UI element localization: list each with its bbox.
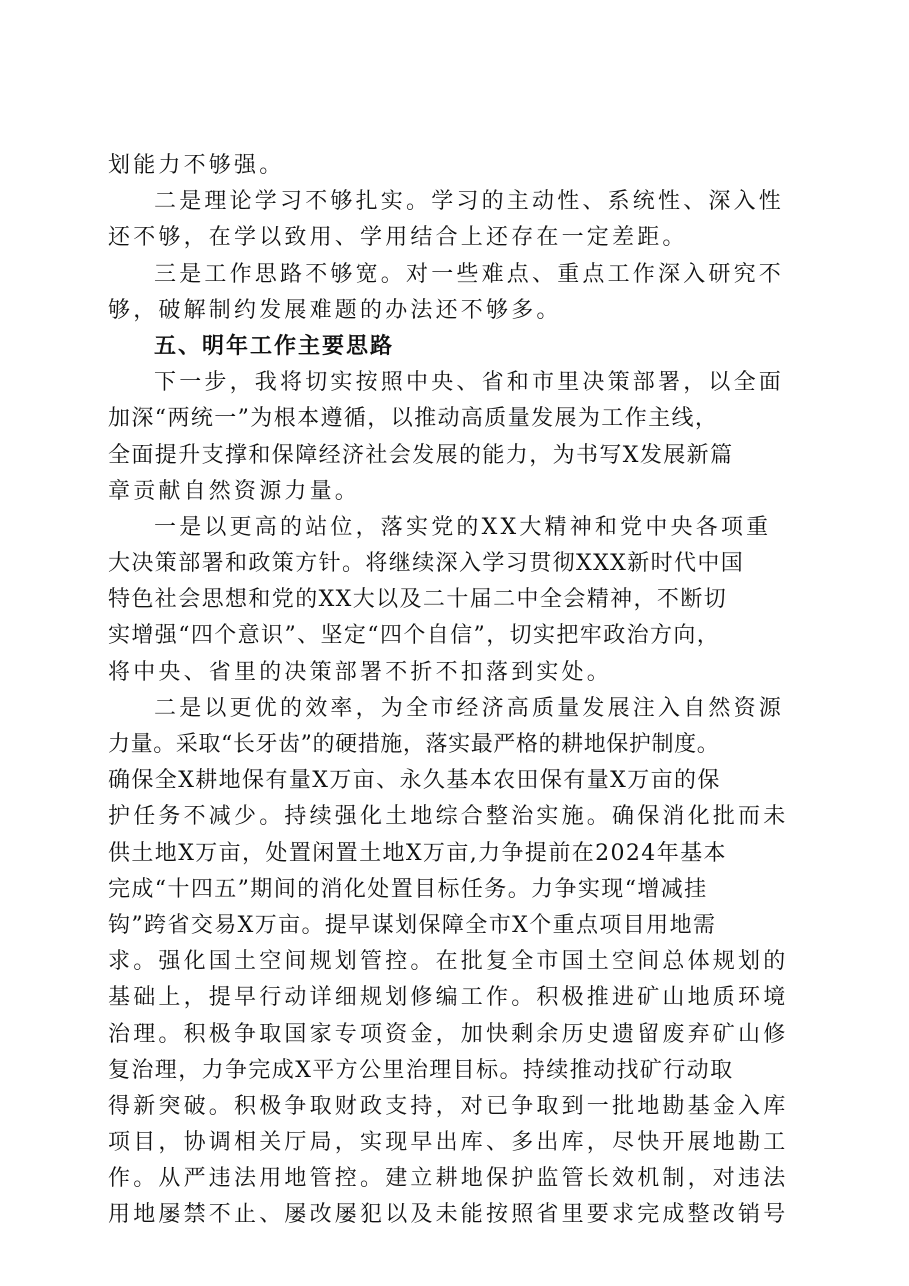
text-line: 得新突破。积极争取财政支持，对已争取到一批地勘基金入库 xyxy=(108,1093,789,1119)
text-line: 下一步，我将切实按照中央、省和市里决策部署，以全面 xyxy=(154,370,785,396)
text-line: 完成“十四五”期间的消化处置目标任务。力争实现“增减挂 xyxy=(108,876,708,902)
text-line: 力量。采取“长牙齿”的硬措施，落实最严格的耕地保护制度。 xyxy=(108,732,720,757)
text-line: 特色社会思想和党的XX大以及二十届二中全会精神，不断切 xyxy=(108,587,728,613)
text-line: 全面提升支撑和保障经济社会发展的能力，为书写X发展新篇 xyxy=(108,442,734,468)
text-line: 供土地X万亩，处置闲置土地X万亩,力争提前在2024年基本 xyxy=(108,840,727,866)
text-line: 护任务不减少。持续强化土地综合整治实施。确保消化批而未 xyxy=(108,804,789,830)
text-line: 基础上，提早行动详细规划修编工作。积极推进矿山地质环境 xyxy=(108,985,789,1011)
text-line: 二是以更优的效率，为全市经济高质量发展注入自然资源 xyxy=(154,695,785,721)
text-line: 实增强“四个意识”、坚定“四个自信”，切实把牢政治方向， xyxy=(108,623,721,649)
text-line: 将中央、省里的决策部署不折不扣落到实处。 xyxy=(108,659,613,685)
text-line: 三是工作思路不够宽。对一些难点、重点工作深入研究不 xyxy=(154,261,785,287)
text-line: 项目，协调相关厅局，实现早出库、多出库，尽快开展地勘工 xyxy=(108,1130,789,1156)
text-line: 治理。积极争取国家专项资金，加快剩余历史遗留废弃矿山修 xyxy=(108,1021,789,1047)
text-line: 钩”跨省交易X万亩。提早谋划保障全市X个重点项目用地需 xyxy=(108,912,717,938)
text-line: 加深“两统一”为根本遵循，以推动高质量发展为工作主线， xyxy=(108,406,719,432)
text-line: 复治理，力争完成X平方公里治理目标。持续推动找矿行动取 xyxy=(108,1057,734,1083)
section-heading: 五、明年工作主要思路 xyxy=(154,333,395,359)
text-line: 确保全X耕地保有量X万亩、永久基本农田保有量X万亩的保 xyxy=(108,768,721,794)
text-line: 作。从严违法用地管控。建立耕地保护监管长效机制，对违法 xyxy=(108,1166,789,1192)
text-line: 一是以更高的站位，落实党的XX大精神和党中央各项重 xyxy=(154,514,772,540)
text-line: 划能力不够强。 xyxy=(108,153,285,178)
text-line: 章贡献自然资源力量。 xyxy=(108,478,361,504)
text-line: 够，破解制约发展难题的办法还不够多。 xyxy=(108,297,562,323)
document-body xyxy=(108,148,808,1234)
text-line: 二是理论学习不够扎实。学习的主动性、系统性、深入性 xyxy=(154,189,785,215)
text-line: 求。强化国土空间规划管控。在批复全市国土空间总体规划的 xyxy=(108,949,789,975)
text-line: 用地屡禁不止、屡改屡犯以及未能按照省里要求完成整改销号 xyxy=(108,1202,789,1228)
text-line: 大决策部署和政策方针。将继续深入学习贯彻XXX新时代中国 xyxy=(108,551,745,577)
text-line: 还不够，在学以致用、学用结合上还存在一定差距。 xyxy=(108,225,688,251)
